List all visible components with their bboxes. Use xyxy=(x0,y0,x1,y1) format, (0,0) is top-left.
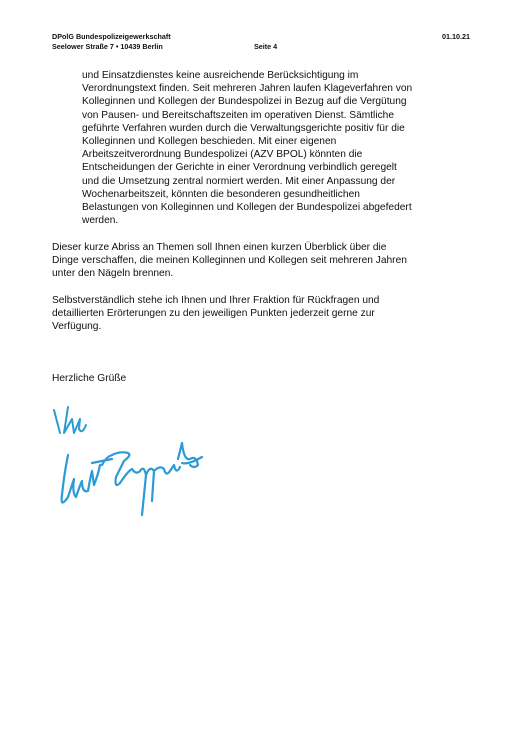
letter-body xyxy=(52,69,472,334)
text-line: Verfügung. xyxy=(52,321,102,333)
signature-initials-strokes xyxy=(54,407,86,433)
organization-name: DPolG Bundespolizeigewerkschaft xyxy=(52,32,171,41)
text-line: Wochenarbeitszeit, könnten die besonderen gesundheitlichen xyxy=(82,188,360,200)
text-line: Arbeitszeitverordnung Bundespolizei (AZV BPOL) könnten die xyxy=(82,149,363,161)
text-line: Entscheidungen der Gerichte in einer Verordnung verbindlich geregelt xyxy=(82,162,397,174)
text-line: werden. xyxy=(82,215,119,227)
closing-greeting: Herzliche Grüße xyxy=(52,373,127,384)
text-line: und Einsatzdienstes keine ausreichende Berücksichtigung im xyxy=(82,70,359,81)
text-line: unter den Nägeln brennen. xyxy=(52,268,174,280)
letter-header xyxy=(52,32,470,51)
continued-paragraph xyxy=(52,69,472,227)
organization-address: Seelower Straße 7 • 10439 Berlin xyxy=(52,41,163,51)
text-line: geführte Verfahren wurden durch die Verwaltungsgerichte positiv für die xyxy=(82,122,405,134)
text-line: detaillierten Erörterungen zu den jeweiligen Punkten jederzeit gerne zur xyxy=(52,308,375,320)
signature-strokes xyxy=(62,443,202,515)
letter-date: 01.10.21 xyxy=(442,32,470,41)
text-line: und die Umsetzung zentral normiert werden. Mit einer Anpassung der xyxy=(82,175,396,187)
text-line: von Pausen- und Bereitschaftszeiten im operativen Dienst. Sämtliche xyxy=(82,109,395,121)
text-line: Kolleginnen und Kollegen der Bundespolizei in Bezug auf die Vergütung xyxy=(82,96,407,108)
page-number: Seite 4 xyxy=(254,41,278,51)
text-line: Dieser kurze Abriss an Themen soll Ihnen einen kurzen Überblick über die xyxy=(52,241,387,253)
text-line: Verordnungstext finden. Seit mehreren Jahren laufen Klageverfahren von xyxy=(82,83,413,95)
text-line: Belastungen von Kolleginnen und Kollegen der Bundespolizei abgefedert xyxy=(82,202,412,214)
text-line: Kolleginnen und Kollegen beschieden. Mit einer eigenen xyxy=(82,136,337,148)
availability-paragraph xyxy=(52,294,472,334)
overview-paragraph xyxy=(52,241,472,281)
text-line: Dinge verschaffen, die meinen Kolleginnen und Kollegen seit mehreren Jahren xyxy=(52,255,407,267)
text-line: Selbstverständlich stehe ich Ihnen und Ihrer Fraktion für Rückfragen und xyxy=(52,295,380,307)
handwritten-signature xyxy=(58,435,218,520)
